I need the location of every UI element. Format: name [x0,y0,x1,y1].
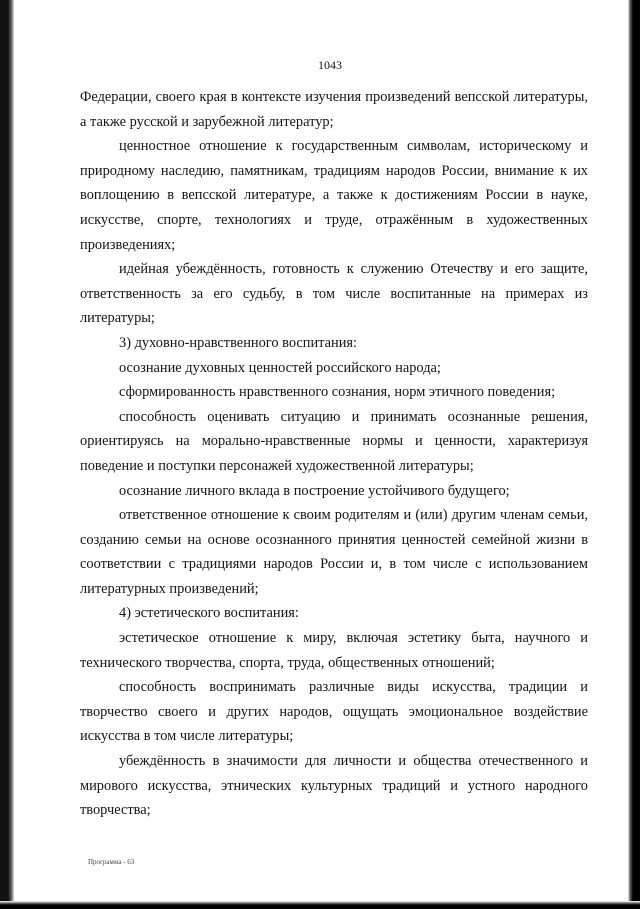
page-footer: Программа - 63 [88,858,135,866]
paragraph: сформированность нравственного сознания, норм этичного поведения; [119,384,556,401]
paragraph: способность оценивать ситуацию и принимать осознанные решения, ориентируясь на морально-нравственные нормы и ценности, характеризуя поведение и поступки персонажей художественной литературы; [80,408,588,474]
section-heading: 4) эстетического воспитания: [119,605,299,622]
page-number: 1043 [318,58,342,72]
scan-edge-bottom [0,901,640,909]
paragraph: эстетическое отношение к миру, включая эстетику быта, научного и технического творчества, спорта, труда, общественных отношений; [80,630,588,671]
paragraph: Федерации, своего края в контексте изучения произведений вепсской литературы, а также русской и зарубежной литератур; [80,89,588,130]
paragraph: идейная убеждённость, готовность к служению Отечеству и его защите, ответственность за его судьбу, в том числе воспитанные на примерах из литературы; [80,261,588,327]
paragraph: ответственное отношение к своим родителям и (или) другим членам семьи, созданию семьи на основе осознанного принятия ценностей семейной жизни в соответствии с традициями народов России и, в том числе с использованием литературных произведений; [80,507,588,597]
paragraph: убеждённость в значимости для личности и общества отечественного и мирового искусства, этнических культурных традиций и устного народного творчества; [80,753,588,819]
paragraph: ценностное отношение к государственным символам, историческому и природному наследию, памятникам, традициям народов России, внимание к их воплощению в вепсской литературе, а также к достижениям России в науке, искусстве, спорте, технологиях и труде, отражённым в художественных произведениях; [80,138,588,253]
paragraph: способность воспринимать различные виды искусства, традиции и творчество своего и других народов, ощущать эмоциональное воздействие искусства в том числе литературы; [80,679,588,745]
paragraph: осознание личного вклада в построение устойчивого будущего; [119,482,510,499]
paragraph: осознание духовных ценностей российского народа; [119,359,441,376]
scan-edge-right [628,0,640,909]
body-text [80,85,588,823]
scan-edge-left [0,0,14,909]
section-heading: 3) духовно-нравственного воспитания: [119,334,358,351]
